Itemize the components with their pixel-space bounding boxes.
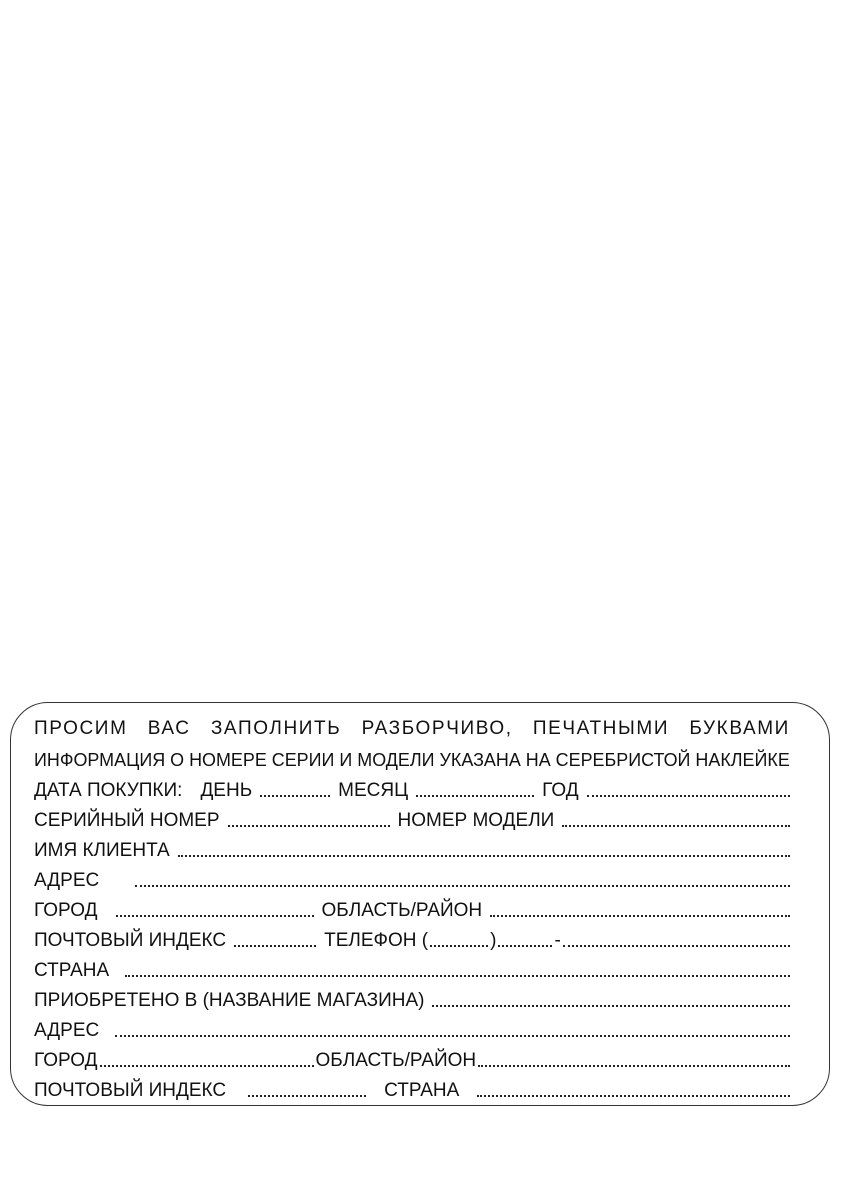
client-name-row bbox=[34, 836, 790, 862]
year-label: ГОД bbox=[542, 780, 579, 801]
purchase-date-label: ДАТА ПОКУПКИ: bbox=[34, 780, 183, 801]
month-label: МЕСЯЦ bbox=[338, 780, 409, 801]
country-row bbox=[34, 956, 790, 982]
serial-number-label: СЕРИЙНЫЙ НОМЕР bbox=[34, 810, 220, 831]
store-region-field[interactable] bbox=[478, 1065, 790, 1067]
heading-line-1 bbox=[34, 714, 790, 740]
city-field[interactable] bbox=[116, 915, 314, 917]
purchased-at-row bbox=[34, 986, 790, 1012]
purchase-date-row bbox=[34, 776, 790, 802]
heading-line-2 bbox=[34, 745, 790, 771]
day-field[interactable] bbox=[260, 795, 330, 797]
city-region-row bbox=[34, 896, 790, 922]
client-name-field[interactable] bbox=[178, 855, 790, 857]
phone-close-paren: ) bbox=[490, 930, 497, 951]
postal-code-field[interactable] bbox=[234, 945, 316, 947]
region-field[interactable] bbox=[490, 915, 790, 917]
store-address-row bbox=[34, 1016, 790, 1042]
heading-word: ПЕЧАТНЫМИ bbox=[532, 718, 670, 739]
phone-number-field[interactable] bbox=[498, 945, 552, 947]
heading-word: ПРОСИМ bbox=[34, 718, 128, 739]
city-label: ГОРОД bbox=[34, 900, 98, 921]
address-row bbox=[34, 866, 790, 892]
store-city-field[interactable] bbox=[100, 1065, 314, 1067]
store-postal-code-label: ПОЧТОВЫЙ ИНДЕКС bbox=[34, 1080, 227, 1101]
heading-word: ВАС bbox=[147, 718, 191, 739]
heading-word: РАЗБОРЧИВО, bbox=[361, 718, 513, 739]
store-city-label: ГОРОД bbox=[34, 1050, 98, 1071]
client-name-label: ИМЯ КЛИЕНТА bbox=[34, 840, 170, 861]
heading-word: БУКВАМИ bbox=[689, 718, 790, 739]
store-address-label: АДРЕС bbox=[34, 1020, 100, 1041]
year-field[interactable] bbox=[587, 795, 790, 797]
store-country-label: СТРАНА bbox=[384, 1080, 460, 1101]
model-number-label: НОМЕР МОДЕЛИ bbox=[397, 810, 555, 831]
store-postal-country-row bbox=[34, 1076, 790, 1102]
heading-line-2-text: ИНФОРМАЦИЯ О НОМЕРЕ СЕРИИ И МОДЕЛИ УКАЗАНА НА СЕРЕБРИСТОЙ НАКЛЕЙКЕ bbox=[34, 749, 790, 770]
phone-number-ext-field[interactable] bbox=[563, 945, 790, 947]
region-label: ОБЛАСТЬ/РАЙОН bbox=[321, 900, 483, 921]
serial-model-row bbox=[34, 806, 790, 832]
heading-word: ЗАПОЛНИТЬ bbox=[210, 718, 342, 739]
phone-label: ТЕЛЕФОН ( bbox=[324, 930, 429, 951]
store-country-field[interactable] bbox=[477, 1095, 790, 1097]
day-label: ДЕНЬ bbox=[200, 780, 253, 801]
phone-dash: - bbox=[554, 930, 561, 951]
country-field[interactable] bbox=[125, 975, 790, 977]
model-number-field[interactable] bbox=[562, 825, 790, 827]
store-address-field[interactable] bbox=[115, 1035, 790, 1037]
phone-area-code-field[interactable] bbox=[430, 945, 488, 947]
store-city-region-row bbox=[34, 1046, 790, 1072]
store-postal-code-field[interactable] bbox=[248, 1095, 366, 1097]
country-label: СТРАНА bbox=[34, 960, 110, 981]
serial-number-field[interactable] bbox=[228, 825, 390, 827]
postal-code-label: ПОЧТОВЫЙ ИНДЕКС bbox=[34, 930, 227, 951]
postal-phone-row bbox=[34, 926, 790, 952]
address-field[interactable] bbox=[135, 885, 790, 887]
store-region-label: ОБЛАСТЬ/РАЙОН bbox=[315, 1050, 477, 1071]
address-label: АДРЕС bbox=[34, 870, 100, 891]
purchased-at-label: ПРИОБРЕТЕНО В (НАЗВАНИЕ МАГАЗИНА) bbox=[34, 990, 425, 1011]
store-name-field[interactable] bbox=[432, 1005, 790, 1007]
month-field[interactable] bbox=[416, 795, 534, 797]
